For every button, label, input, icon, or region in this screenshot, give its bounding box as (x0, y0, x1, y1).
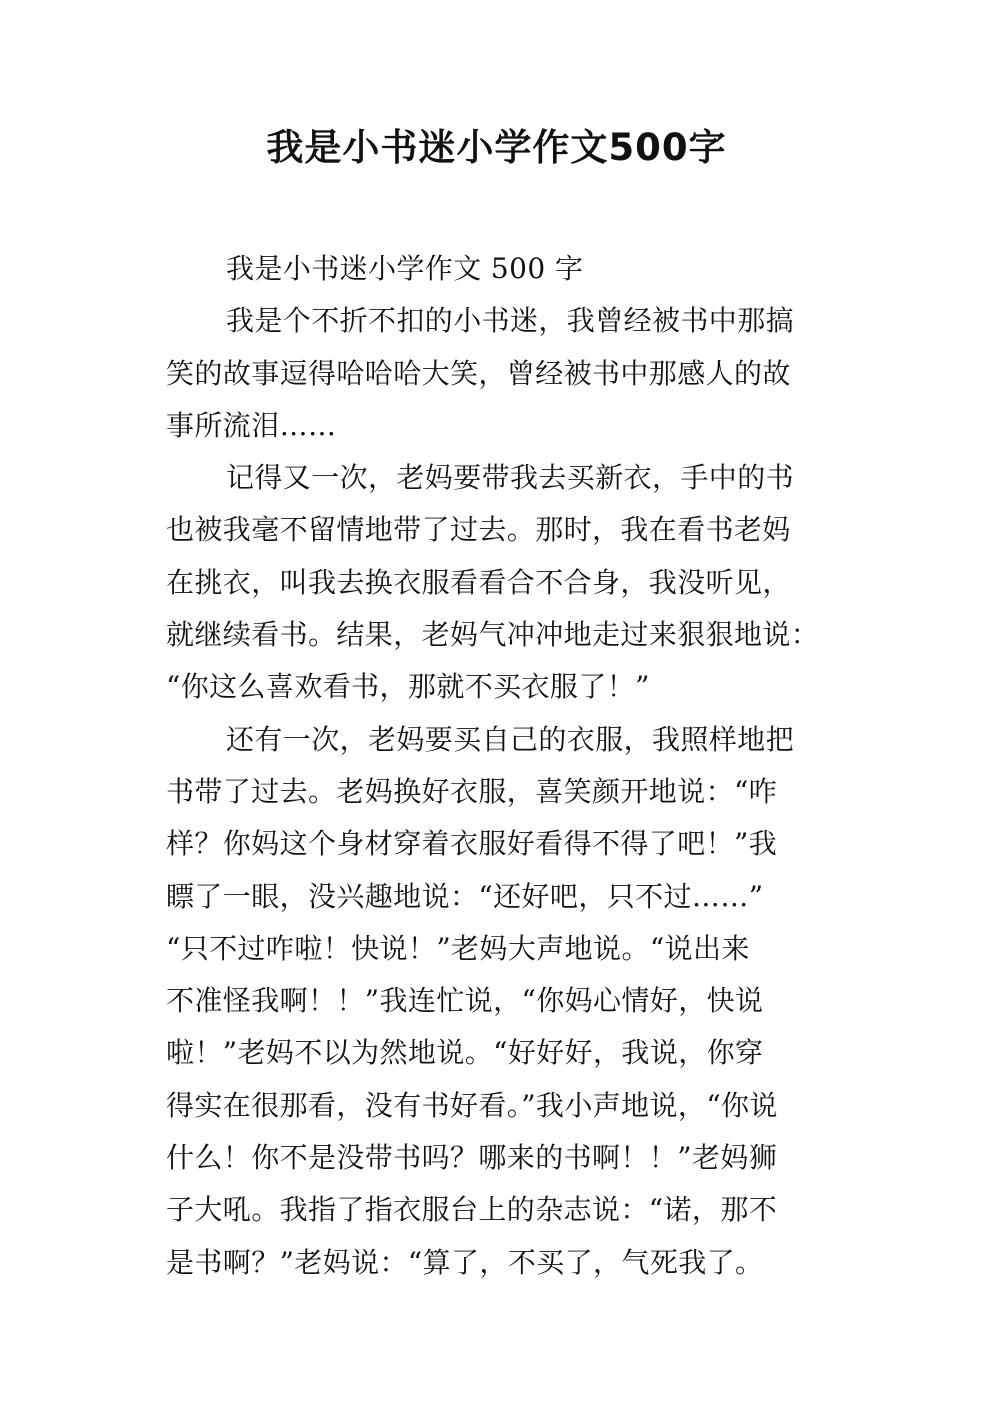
body-line: 不准怪我啊！！”我连忙说，“你妈心情好，快说 (166, 984, 764, 1018)
body-line: 子大吼。我指了指衣服台上的杂志说：“诺，那不 (166, 1193, 778, 1227)
body-line: 笑的故事逗得哈哈哈大笑，曾经被书中那感人的故 (166, 356, 791, 390)
body-line: 我是小书迷小学作文 500 字 (226, 252, 584, 285)
body-line: 还有一次，老妈要买自己的衣服，我照样地把 (226, 722, 795, 756)
body-line: 什么！你不是没带书吗？哪来的书啊！！”老妈狮 (166, 1141, 778, 1175)
body-line: 瞟了一眼，没兴趣地说：“还好吧，只不过……” (166, 879, 764, 913)
body-line: 是书啊？”老妈说：“算了，不买了，气死我了。 (166, 1245, 764, 1279)
body-line: “你这么喜欢看书，那就不买衣服了！” (166, 670, 650, 704)
body-line: “只不过咋啦！快说！”老妈大声地说。“说出来 (166, 931, 750, 965)
body-line: 啦！”老妈不以为然地说。“好好好，我说，你穿 (166, 1036, 764, 1070)
body-line: 样？你妈这个身材穿着衣服好看得不得了吧！”我 (166, 827, 778, 861)
body-line: 也被我毫不留情地带了过去。那时，我在看书老妈 (166, 513, 791, 547)
body-line: 书带了过去。老妈换好衣服，喜笑颜开地说：“咋 (166, 774, 778, 808)
body-line: 记得又一次，老妈要带我去买新衣，手中的书 (226, 461, 795, 495)
body-line: 得实在很那看，没有书好看。”我小声地说，“你说 (166, 1088, 778, 1122)
body-line: 就继续看书。结果，老妈气冲冲地走过来狠狠地说： (166, 618, 820, 652)
document-body (166, 243, 832, 1289)
body-line: 我是个不折不扣的小书迷，我曾经被书中那搞 (226, 304, 795, 338)
document-title: 我是小书迷小学作文500字 (266, 126, 727, 169)
body-line: 在挑衣，叫我去换衣服看看合不合身，我没听见， (166, 565, 791, 599)
body-line: 事所流泪…… (166, 408, 337, 442)
